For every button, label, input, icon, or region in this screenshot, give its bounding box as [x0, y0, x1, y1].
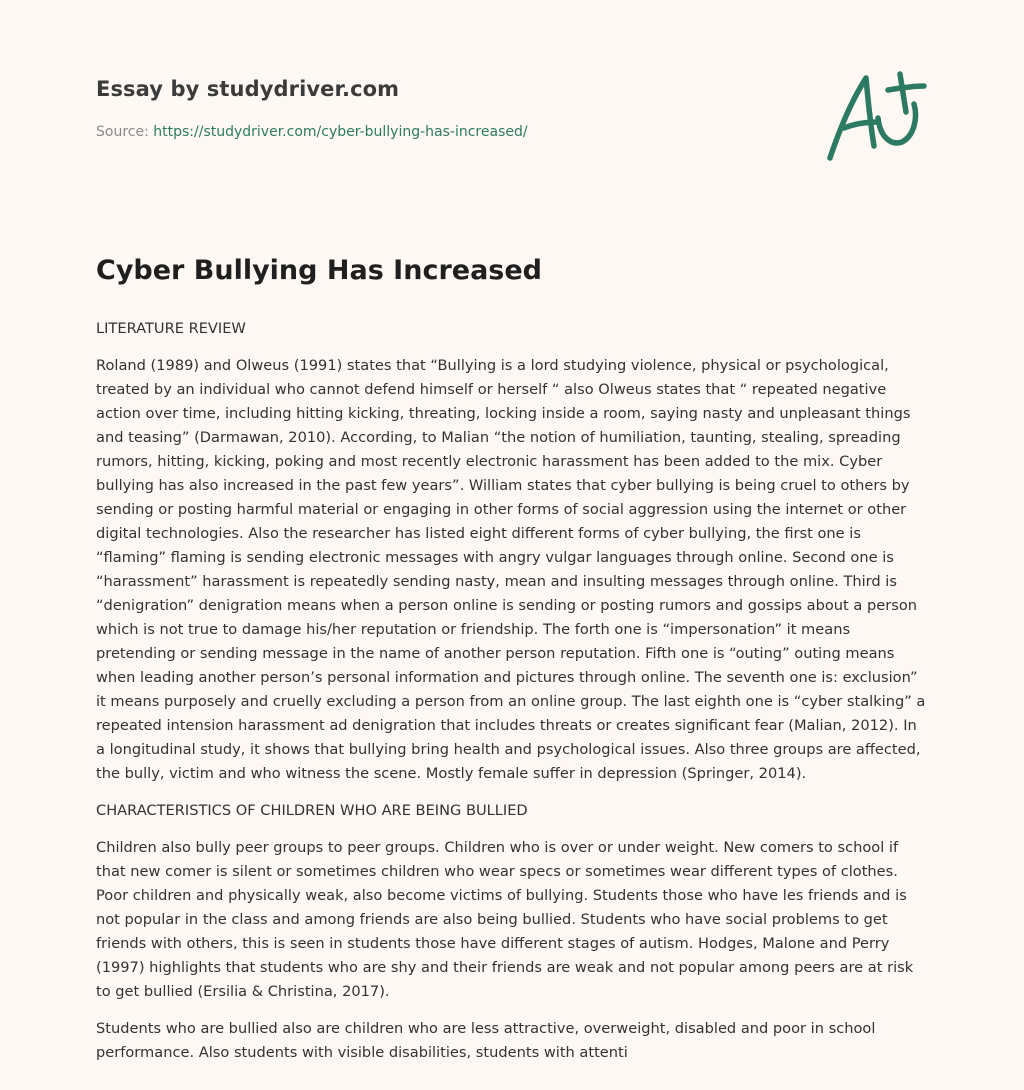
section-heading-characteristics: CHARACTERISTICS OF CHILDREN WHO ARE BEING BULLIED — [96, 802, 528, 819]
source-label: Source: — [96, 124, 154, 140]
paragraph-3: Students who are bullied also are children who are less attractive, overweight, disabled and poor in school performance. Also students with visible disabilities, students with attenti — [96, 1020, 876, 1061]
essay-title: Cyber Bullying Has Increased — [96, 255, 543, 286]
site-brand: Essay by studydriver.com — [96, 77, 400, 101]
source-line — [96, 124, 528, 140]
source-link[interactable]: https://studydriver.com/cyber-bullying-has-increased/ — [153, 124, 528, 140]
section-heading-literature-review: LITERATURE REVIEW — [96, 320, 246, 337]
essay-body — [96, 317, 926, 1078]
a-plus-logo-icon — [820, 66, 930, 166]
paragraph-2: Children also bully peer groups to peer groups. Children who is over or under weight. New comers to school if that new comer is silent or sometimes children who wear specs or sometimes wear different types of clothes. Poor children and physically weak, also become victims of bullying. Students those who have les friends and is not popular in the class and among friends are also being bullied. Students who have social problems to get friends with others, this is seen in students those have different stages of autism. Hodges, Malone and Perry (1997) highlights that students who are shy and their friends are weak and not popular among peers are at risk to get bullied (Ersilia & Christina, 2017). — [96, 839, 914, 1000]
paragraph-1: Roland (1989) and Olweus (1991) states that “Bullying is a lord studying violence, physical or psychological, treated by an individual who cannot defend himself or herself “ also Olweus states that “ repeated negative action over time, including hitting kicking, threating, locking inside a room, saying nasty and unpleasant things and teasing” (Darmawan, 2010). According, to Malian “the notion of humiliation, taunting, stealing, spreading rumors, hitting, kicking, poking and most recently electronic harassment has been added to the mix. Cyber bullying has also increased in the past few years”. William states that cyber bullying is being cruel to others by sending or posting harmful material or engaging in other forms of social aggression using the internet or other digital technologies. Also the researcher has listed eight different forms of cyber bullying, the first one is “flaming” flaming is sending electronic messages with angry vulgar languages through online. Second one is “harassment” harassment is repeatedly sending nasty, mean and insulting messages through online. Third is “denigration” denigration means when a person online is sending or posting rumors and gossips about a person which is not true to damage his/her reputation or friendship. The forth one is “impersonation” it means pretending or sending message in the name of another person reputation. Fifth one is “outing” outing means when leading another person’s personal information and pictures through online. The seventh one is: exclusion” it means purposely and cruelly excluding a person from an online group. The last eighth one is “cyber stalking” a repeated intension harassment ad denigration that includes threats or creates significant fear (Malian, 2012). In a longitudinal study, it shows that bullying bring health and psychological issues. Also three groups are affected, the bully, victim and who witness the scene. Mostly female suffer in depression (Springer, 2014). — [96, 357, 926, 782]
